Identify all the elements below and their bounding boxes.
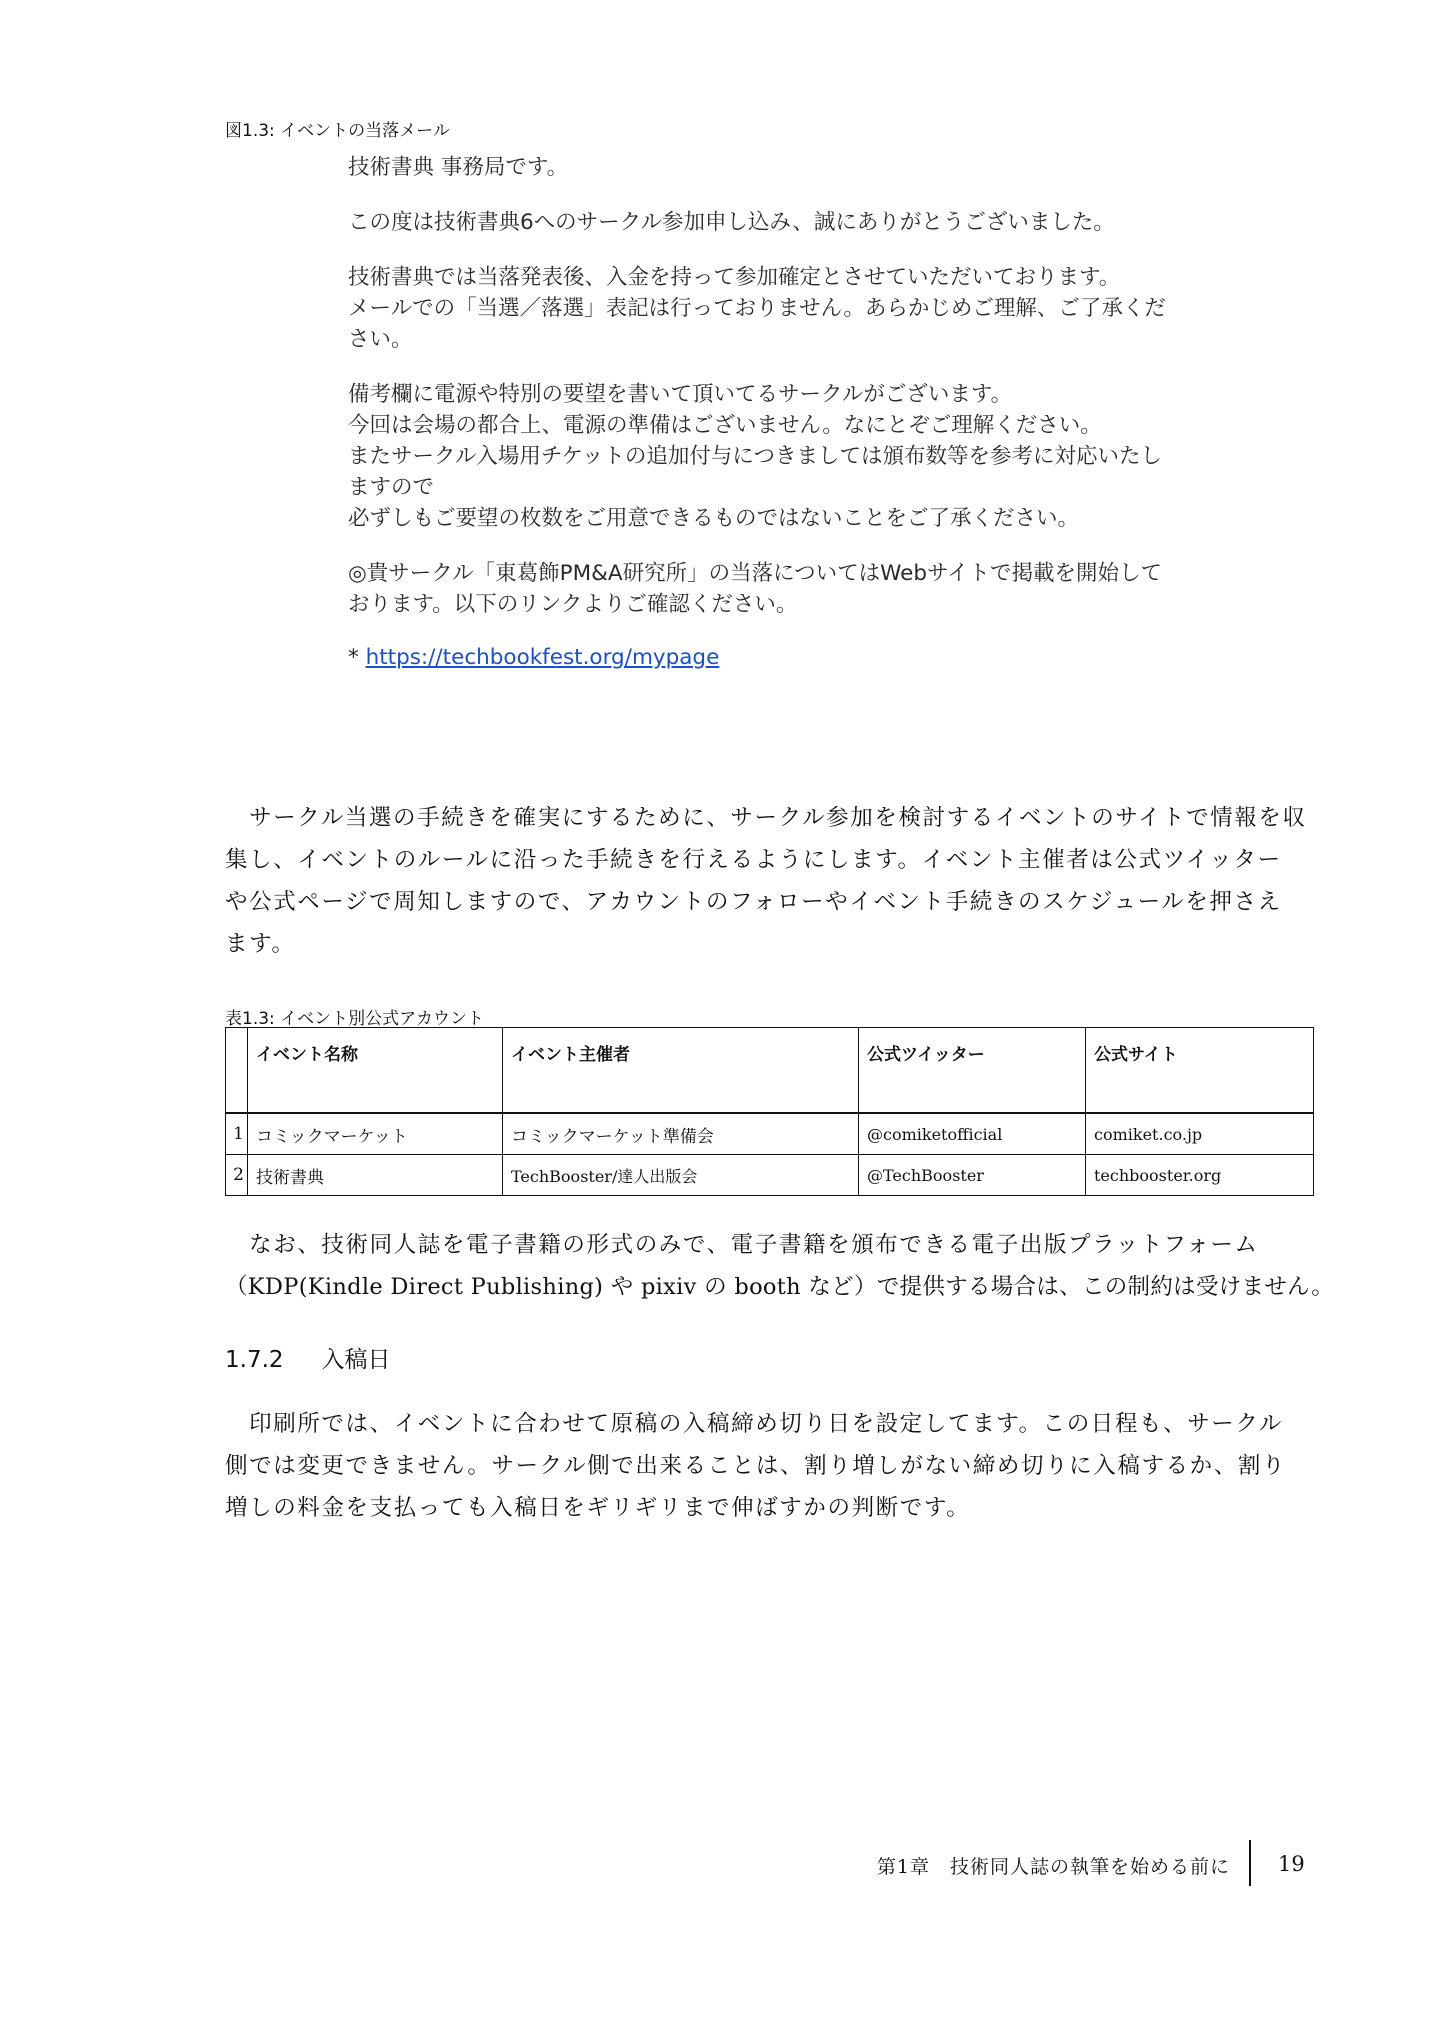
header-index	[226, 1028, 248, 1114]
email-line: この度は技術書典6へのサークル参加申し込み、誠にありがとうございました。	[348, 210, 1115, 235]
paragraph-ebook-note	[225, 1224, 1335, 1308]
cell-site: techbooster.org	[1086, 1155, 1314, 1196]
paragraph-line: （KDP(Kindle Direct Publishing) や pixiv の booth など）で提供する場合は、この制約は受けません。	[225, 1274, 1335, 1300]
paragraph-line: 印刷所では、イベントに合わせて原稿の入稿締め切り日を設定してます。この日程も、サークル	[225, 1411, 1283, 1437]
header-organizer: イベント主催者	[503, 1028, 859, 1114]
table-header-row	[226, 1028, 1314, 1114]
email-line: 必ずしもご要望の枚数をご用意できるものではないことをご了承ください。	[348, 506, 1080, 531]
email-link-line	[348, 642, 1278, 673]
email-greeting	[348, 152, 1278, 183]
cell-index: 2	[226, 1155, 248, 1196]
cell-event-name: コミックマーケット	[248, 1113, 503, 1155]
section-number: 1.7.2	[225, 1347, 284, 1373]
email-result	[348, 558, 1278, 620]
paragraph-line: なお、技術同人誌を電子書籍の形式のみで、電子書籍を頒布できる電子出版プラットフォーム	[225, 1232, 1259, 1258]
figure-caption: 図1.3: イベントの当落メール	[225, 121, 450, 141]
paragraph-line: サークル当選の手続きを確実にするために、サークル参加を検討するイベントのサイトで情報を収	[225, 805, 1307, 831]
email-line: さい。	[348, 327, 413, 352]
cell-organizer: TechBooster/達人出版会	[503, 1155, 859, 1196]
table-row	[226, 1155, 1314, 1196]
section-heading	[225, 1341, 391, 1374]
event-accounts-table	[225, 1027, 1314, 1196]
email-line: 備考欄に電源や特別の要望を書いて頂いてるサークルがございます。	[348, 382, 1013, 407]
paragraph-circle-procedure	[225, 797, 1315, 965]
paragraph-line: ます。	[225, 931, 296, 957]
paragraph-submission-date	[225, 1403, 1315, 1529]
email-thanks	[348, 207, 1278, 238]
mypage-link[interactable]: https://techbookfest.org/mypage	[365, 645, 720, 670]
cell-index: 1	[226, 1113, 248, 1155]
email-screenshot	[348, 152, 1278, 673]
header-twitter: 公式ツイッター	[859, 1028, 1086, 1114]
email-notice	[348, 262, 1278, 355]
link-bullet: *	[348, 645, 359, 670]
paragraph-line: 側では変更できません。サークル側で出来ることは、割り増しがない締め切りに入稿するか、割り	[225, 1453, 1287, 1479]
email-line: 今回は会場の都合上、電源の準備はございません。なにとぞご理解ください。	[348, 413, 1102, 438]
email-line: ますので	[348, 475, 435, 500]
cell-twitter: @comiketofficial	[859, 1113, 1086, 1155]
footer-chapter-title: 第1章 技術同人誌の執筆を始める前に	[876, 1856, 1230, 1878]
footer-divider	[1249, 1840, 1251, 1886]
email-line: メールでの「当選／落選」表記は行っておりません。あらかじめご理解、ご了承くだ	[348, 296, 1166, 321]
cell-organizer: コミックマーケット準備会	[503, 1113, 859, 1155]
table-row	[226, 1113, 1314, 1155]
header-site: 公式サイト	[1086, 1028, 1314, 1114]
cell-site: comiket.co.jp	[1086, 1113, 1314, 1155]
cell-twitter: @TechBooster	[859, 1155, 1086, 1196]
paragraph-line: や公式ページで周知しますので、アカウントのフォローやイベント手続きのスケジュールを押さえ	[225, 889, 1282, 915]
email-line: またサークル入場用チケットの追加付与につきましては頒布数等を参考に対応いたし	[348, 444, 1162, 469]
header-event-name: イベント名称	[248, 1028, 503, 1114]
paragraph-line: 集し、イベントのルールに沿った手続きを行えるようにします。イベント主催者は公式ツイッター	[225, 847, 1282, 873]
email-line: 技術書典 事務局です。	[348, 155, 569, 180]
table-caption: 表1.3: イベント別公式アカウント	[225, 1009, 484, 1029]
email-line: ◎貴サークル「東葛飾PM&A研究所」の当落についてはWebサイトで掲載を開始して	[348, 561, 1163, 586]
page-number: 19	[1278, 1852, 1305, 1876]
email-remarks	[348, 379, 1278, 534]
email-line: 技術書典では当落発表後、入金を持って参加確定とさせていただいております。	[348, 265, 1121, 290]
paragraph-line: 増しの料金を支払っても入稿日をギリギリまで伸ばすかの判断です。	[225, 1495, 971, 1521]
cell-event-name: 技術書典	[248, 1155, 503, 1196]
email-line: おります。以下のリンクよりご確認ください。	[348, 592, 798, 617]
section-title: 入稿日	[321, 1347, 391, 1373]
